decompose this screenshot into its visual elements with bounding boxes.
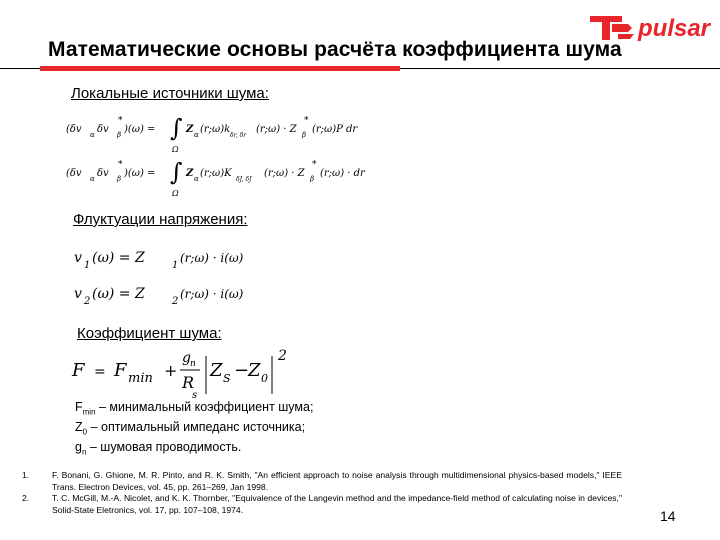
svg-text:(δv: (δv <box>66 168 82 179</box>
reference-number: 1. <box>22 470 30 480</box>
reference-text: T. C. McGill, M.-A. Nicolet, and K. K. Thornber, "Equivalence of the Langevin method and the impedance-field method of calculating noise in devices," Solid-State Eletronics, vol. 17, pp. 107–108, 1974. <box>52 493 622 515</box>
svg-text:δr, δr: δr, δr <box>230 132 247 139</box>
svg-text:∫: ∫ <box>170 114 183 142</box>
svg-text:(r;ω)P dr: (r;ω)P dr <box>312 124 358 135</box>
section-heading-voltage-fluctuations: Флуктуации напряжения: <box>73 211 248 228</box>
slide-title: Математические основы расчёта коэффициента шума <box>48 38 622 61</box>
svg-text:)(ω) =: )(ω) = <box>124 124 156 135</box>
equation-voltage-2 <box>72 280 272 310</box>
svg-text:R: R <box>182 373 195 392</box>
svg-text:n: n <box>190 359 196 369</box>
svg-text:(r;ω)k: (r;ω)k <box>200 124 231 135</box>
svg-text:Ω: Ω <box>172 145 179 154</box>
svg-text:Z: Z <box>186 124 194 135</box>
svg-text:g: g <box>182 350 191 366</box>
definition-fmin: $F_{min}$ – минимальный коэффициент шума; <box>75 400 314 417</box>
logo-mark-icon <box>590 16 634 40</box>
svg-text:1: 1 <box>84 260 91 271</box>
svg-text:Z: Z <box>248 360 261 381</box>
svg-text:S: S <box>223 372 231 385</box>
svg-text:min: min <box>128 371 153 386</box>
definition-gn: $g_n$ – шумовая проводимость. <box>75 440 242 457</box>
definition-z0: $Z_0$ – оптимальный импеданс источника; <box>75 420 306 437</box>
section-heading-local-sources: Локальные источники шума: <box>71 85 269 102</box>
svg-text:F: F <box>114 360 127 381</box>
svg-text:2: 2 <box>278 348 287 364</box>
page-number: 14 <box>660 508 676 524</box>
svg-text:v: v <box>74 250 82 266</box>
svg-text:(r;ω) · i(ω): (r;ω) · i(ω) <box>180 251 244 265</box>
title-accent-bar <box>40 66 400 71</box>
svg-text:s: s <box>192 390 198 400</box>
svg-text:+: + <box>164 361 178 380</box>
svg-text:β: β <box>117 175 122 183</box>
svg-text:δv: δv <box>97 124 109 135</box>
svg-text:*: * <box>304 116 309 126</box>
reference-text: F. Bonani, G. Ghione, M. R. Pinto, and R. K. Smith, "An efficient approach to noise analysis through multidimensional physics-based models," IEEE Trans. Electron Devices, vol. 45, pp. 261–269, Jan 1998. <box>52 470 622 492</box>
svg-text:=: = <box>94 364 106 380</box>
svg-text:α: α <box>194 131 199 139</box>
svg-text:(r;ω) · i(ω): (r;ω) · i(ω) <box>180 287 244 301</box>
reference-item <box>22 493 622 516</box>
svg-text:δv: δv <box>97 168 109 179</box>
svg-text:β: β <box>310 175 315 183</box>
svg-text:δJ, δJ: δJ, δJ <box>236 176 252 183</box>
equation-local-source-1 <box>62 114 402 158</box>
svg-text:F: F <box>72 360 85 381</box>
references-list <box>22 470 622 516</box>
svg-text:*: * <box>312 160 317 170</box>
svg-text:(δv: (δv <box>66 124 82 135</box>
svg-text:β: β <box>302 131 307 139</box>
svg-text:Z: Z <box>210 360 223 381</box>
svg-text:0: 0 <box>261 372 268 385</box>
svg-text:)(ω) =: )(ω) = <box>124 168 156 179</box>
reference-item <box>22 470 622 493</box>
svg-text:*: * <box>118 160 123 170</box>
svg-text:*: * <box>118 116 123 126</box>
svg-text:v: v <box>74 286 82 302</box>
svg-text:α: α <box>90 131 95 139</box>
svg-text:α: α <box>90 175 95 183</box>
section-heading-noise-figure: Коэффициент шума: <box>77 325 222 342</box>
equation-voltage-1 <box>72 244 272 274</box>
equation-noise-figure <box>68 342 308 400</box>
logo-wordmark: pulsar <box>638 15 711 42</box>
svg-text:(r;ω) · Z: (r;ω) · Z <box>264 168 305 179</box>
svg-text:−: − <box>234 360 250 381</box>
svg-text:1: 1 <box>172 260 179 271</box>
svg-text:2: 2 <box>84 296 91 307</box>
definitions-block <box>75 400 313 460</box>
svg-text:Z: Z <box>186 168 194 179</box>
svg-text:2: 2 <box>172 296 179 307</box>
svg-text:(r;ω) · Z: (r;ω) · Z <box>256 124 297 135</box>
svg-text:Ω: Ω <box>172 189 179 198</box>
equation-local-source-2 <box>62 158 402 202</box>
svg-text:β: β <box>117 131 122 139</box>
reference-number: 2. <box>22 493 30 503</box>
svg-text:(r;ω) · dr: (r;ω) · dr <box>320 168 365 179</box>
svg-text:(r;ω)K: (r;ω)K <box>200 168 232 179</box>
svg-text:α: α <box>194 175 199 183</box>
svg-text:(ω) = Z: (ω) = Z <box>92 250 145 266</box>
svg-text:(ω) = Z: (ω) = Z <box>92 286 145 302</box>
svg-text:∫: ∫ <box>170 158 183 186</box>
